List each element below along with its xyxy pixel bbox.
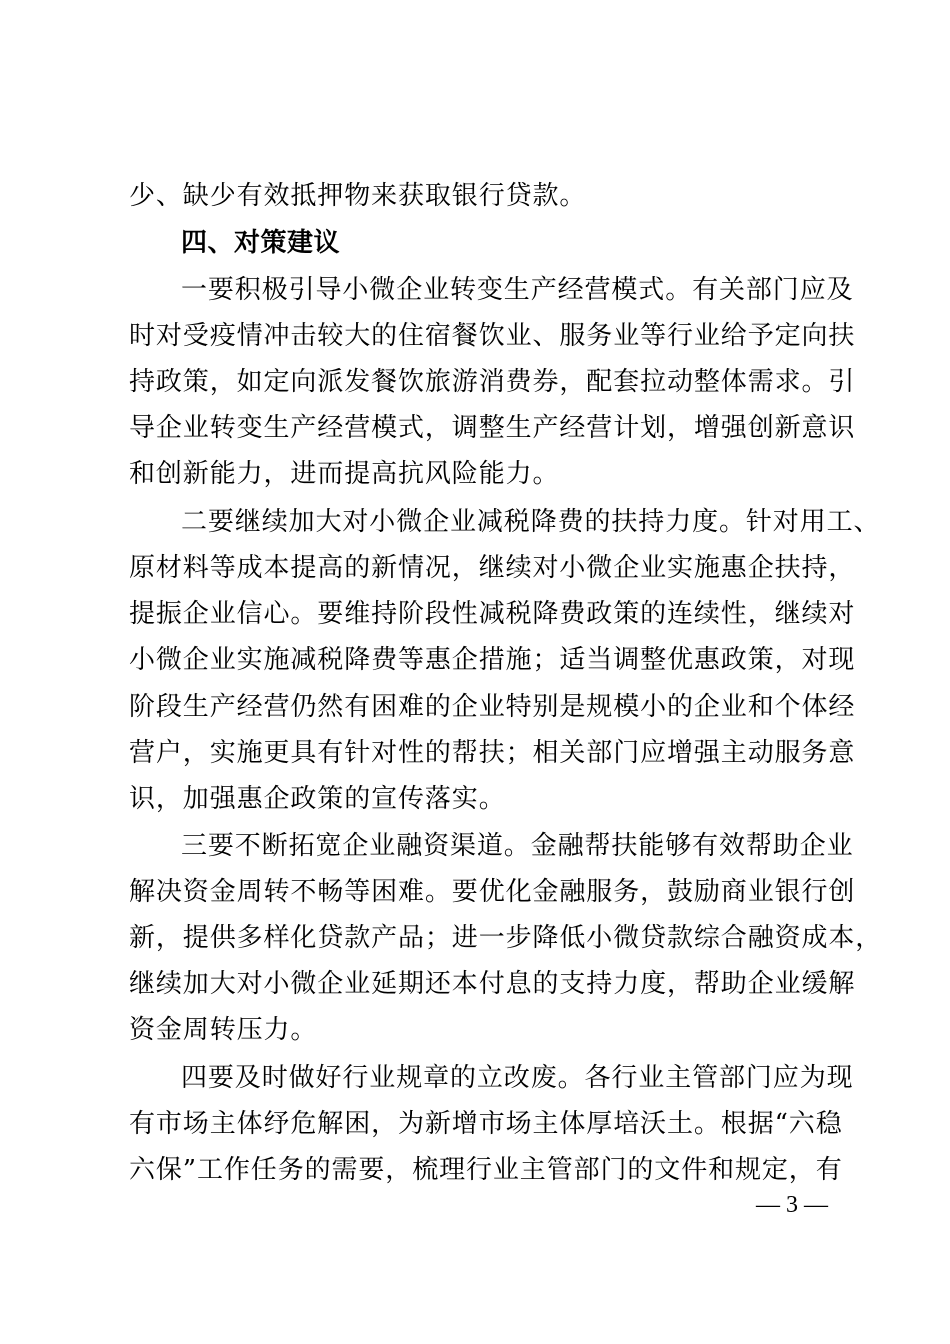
text-line: 导企业转变生产经营模式，调整生产经营计划，增强创新意识 — [129, 413, 856, 443]
text-line: 阶段生产经营仍然有困难的企业特别是规模小的企业和个体经 — [129, 692, 856, 722]
text-line: 继续加大对小微企业延期还本付息的支持力度，帮助企业缓解 — [129, 969, 856, 999]
text-line: 少、缺少有效抵押物来获取银行贷款。 — [129, 181, 587, 211]
text-line: 营户，实施更具有针对性的帮扶；相关部门应增强主动服务意 — [129, 738, 856, 768]
text-line: 时对受疫情冲击较大的住宿餐饮业、服务业等行业给予定向扶 — [129, 321, 856, 351]
text-line: 六保”工作任务的需要，梳理行业主管部门的文件和规定，有 — [129, 1155, 843, 1185]
paragraph-start-line: 一要积极引导小微企业转变生产经营模式。有关部门应及 — [181, 275, 854, 305]
text-line: 提振企业信心。要维持阶段性减税降费政策的连续性，继续对 — [129, 599, 856, 629]
text-line: 和创新能力，进而提高抗风险能力。 — [129, 459, 560, 489]
paragraph-start-line: 二要继续加大对小微企业减税降费的扶持力度。针对用工、 — [181, 507, 881, 537]
text-line: 原材料等成本提高的新情况，继续对小微企业实施惠企扶持， — [129, 553, 856, 583]
text-line: 资金周转压力。 — [129, 1015, 318, 1045]
page-number: — 3 — — [756, 1192, 828, 1218]
text-line: 有市场主体纾危解困，为新增市场主体厚培沃土。根据“六稳 — [129, 1109, 843, 1139]
text-line: 持政策，如定向派发餐饮旅游消费券，配套拉动整体需求。引 — [129, 367, 856, 397]
text-line: 小微企业实施减税降费等惠企措施；适当调整优惠政策，对现 — [129, 645, 856, 675]
text-line: 解决资金周转不畅等困难。要优化金融服务，鼓励商业银行创 — [129, 877, 856, 907]
paragraph-start-line: 三要不断拓宽企业融资渠道。金融帮扶能够有效帮助企业 — [181, 831, 854, 861]
section-heading: 四、对策建议 — [181, 228, 341, 258]
text-line: 识，加强惠企政策的宣传落实。 — [129, 784, 506, 814]
text-line: 新，提供多样化贷款产品；进一步降低小微贷款综合融资成本， — [129, 923, 883, 953]
paragraph-start-line: 四要及时做好行业规章的立改废。各行业主管部门应为现 — [181, 1063, 854, 1093]
